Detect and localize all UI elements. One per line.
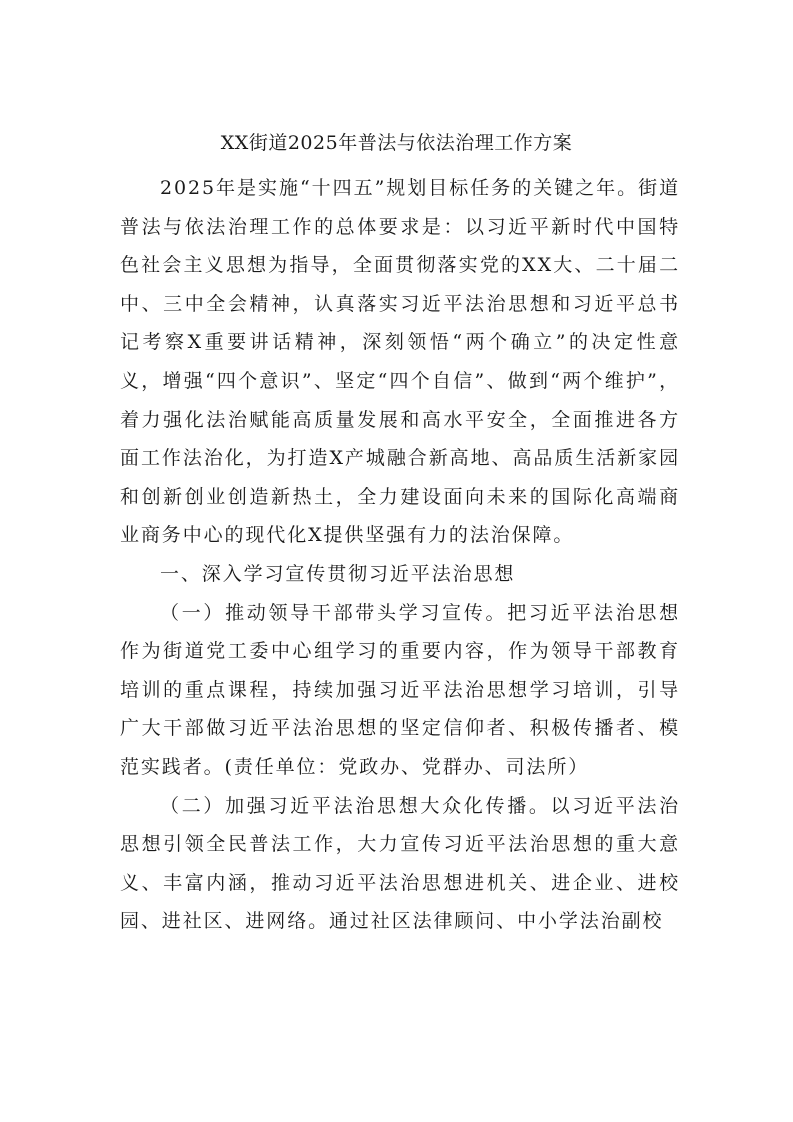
paragraph-subsection-2: （二）加强习近平法治思想大众化传播。以习近平法治思想引领全民普法工作，大力宣传习近平法治思想的重大意义、丰富内涵，推动习近平法治思想进机关、进企业、进校园、进社区、进网络。通过社区法律顾问、中小学法治副校 <box>120 794 680 933</box>
paragraph-intro: 2025年是实施“十四五”规划目标任务的关键之年。街道普法与依法治理工作的总体要求是：以习近平新时代中国特色社会主义思想为指导，全面贯彻落实党的XX大、二十届二中、三中全会精神，认真落实习近平法治思想和习近平总书记考察X重要讲话精神，深刻领悟“两个确立”的决定性意义，增强“四个意识”、坚定“四个自信”、做到“两个维护”，着力强化法治赋能高质量发展和高水平安全，全面推进各方面工作法治化，为打造X产城融合新高地、高品质生活新家园和创新创业创造新热土，全力建设面向未来的国际化高端商业商务中心的现代化X提供坚强有力的法治保障。 <box>120 177 680 547</box>
paragraph-subsection-1: （一）推动领导干部带头学习宣传。把习近平法治思想作为街道党工委中心组学习的重要内容，作为领导干部教育培训的重点课程，持续加强习近平法治思想学习培训，引导广大干部做习近平法治思想的坚定信仰者、积极传播者、模范实践者。(责任单位：党政办、党群办、司法所） <box>120 601 680 778</box>
document-body <box>120 169 680 941</box>
section-heading-1: 一、深入学习宣传贯彻习近平法治思想 <box>160 562 516 585</box>
document-title: XX街道2025年普法与依法治理工作方案 <box>220 132 573 154</box>
